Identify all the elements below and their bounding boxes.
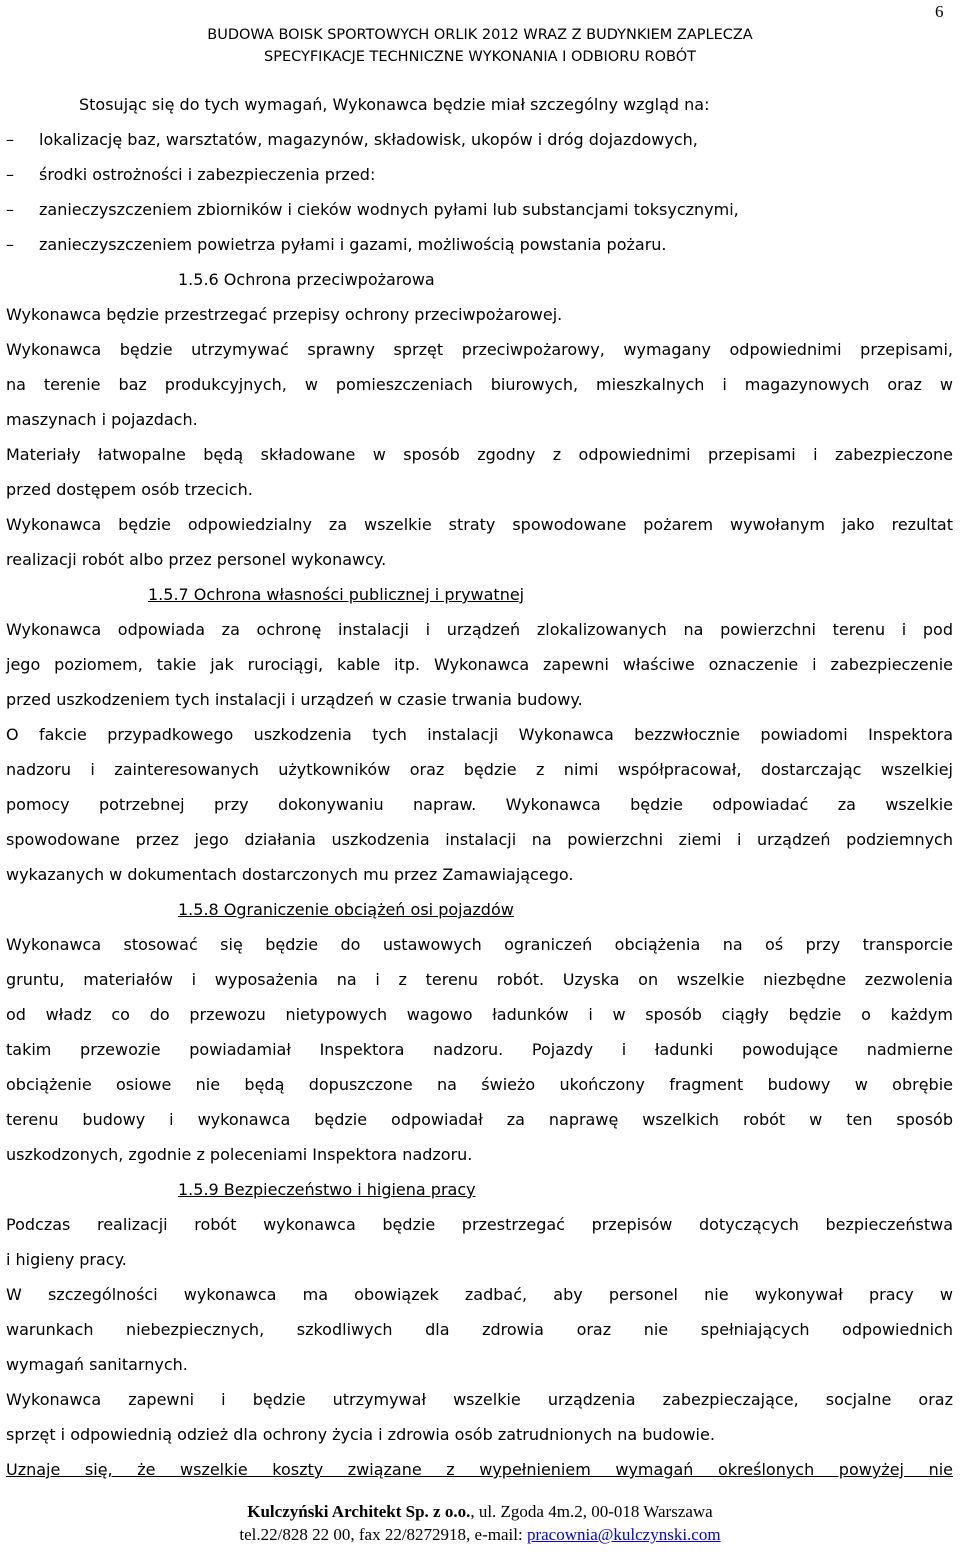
dash-bullet-icon: – — [6, 130, 14, 149]
body-line: Podczas realizacji robót wykonawca będzie przestrzegać przepisów dotyczących bezpieczeństwa — [6, 1215, 953, 1234]
body-line: jego poziomem, takie jak rurociągi, kable itp. Wykonawca zapewni właściwe oznaczenie i zabezpieczenie — [6, 655, 953, 674]
body-line: Wykonawca zapewni i będzie utrzymywał wszelkie urządzenia zabezpieczające, socjalne oraz — [6, 1390, 953, 1409]
body-line: terenu budowy i wykonawca będzie odpowiadał za naprawę wszelkich robót w ten sposób — [6, 1110, 953, 1129]
body-line: takim przewozie powiadamiał Inspektora nadzoru. Pojazdy i ładunki powodujące nadmierne — [6, 1040, 953, 1059]
body-line: przed dostępem osób trzecich. — [6, 480, 253, 499]
body-line: pomocy potrzebnej przy dokonywaniu napraw. Wykonawca będzie odpowiadać za wszelkie — [6, 795, 953, 814]
bullet-text: środki ostrożności i zabezpieczenia przed: — [39, 165, 376, 184]
footer-address-line — [0, 1500, 960, 1523]
header-project-title: BUDOWA BOISK SPORTOWYCH ORLIK 2012 WRAZ Z BUDYNKIEM ZAPLECZA — [207, 27, 753, 43]
body-line: maszynach i pojazdach. — [6, 410, 198, 429]
body-line: Wykonawca stosować się będzie do ustawowych ograniczeń obciążenia na oś przy transporcie — [6, 935, 953, 954]
footer-address: , ul. Zgoda 4m.2, 00-018 Warszawa — [470, 1502, 713, 1521]
body-line: sprzęt i odpowiednią odzież dla ochrony życia i zdrowia osób zatrudnionych na budowie. — [6, 1425, 715, 1444]
body-line: na terenie baz produkcyjnych, w pomieszczeniach biurowych, mieszkalnych i magazynowych oraz w — [6, 375, 953, 394]
body-line: Wykonawca będzie odpowiedzialny za wszelkie straty spowodowane pożarem wywołanym jako rezultat — [6, 515, 953, 534]
body-line: W szczególności wykonawca ma obowiązek zadbać, aby personel nie wykonywał pracy w — [6, 1285, 953, 1304]
section-heading-axle-load-limits: 1.5.8 Ograniczenie obciążeń osi pojazdów — [178, 900, 514, 919]
section-heading-fire-protection: 1.5.6 Ochrona przeciwpożarowa — [178, 270, 435, 289]
intro-paragraph: Stosując się do tych wymagań, Wykonawca będzie miał szczególny wzgląd na: — [79, 95, 710, 114]
body-line: obciążenie osiowe nie będą dopuszczone na świeżo ukończony fragment budowy w obrębie — [6, 1075, 953, 1094]
body-line: gruntu, materiałów i wyposażenia na i z terenu robót. Uzyska on wszelkie niezbędne zezwolenia — [6, 970, 953, 989]
body-line: Wykonawca będzie przestrzegać przepisy ochrony przeciwpożarowej. — [6, 305, 563, 324]
document-header — [0, 24, 960, 68]
body-line: Wykonawca odpowiada za ochronę instalacji i urządzeń zlokalizowanych na powierzchni terenu i pod — [6, 620, 953, 639]
body-line: nadzoru i zainteresowanych użytkowników oraz będzie z nimi współpracował, dostarczając wszelkiej — [6, 760, 953, 779]
footer-firm-name: Kulczyński Architekt Sp. z o.o. — [247, 1502, 471, 1521]
footer-contact-line — [0, 1523, 960, 1546]
body-line: Wykonawca będzie utrzymywać sprawny sprzęt przeciwpożarowy, wymagany odpowiednimi przepisami, — [6, 340, 953, 359]
body-line: przed uszkodzeniem tych instalacji i urządzeń w czasie trwania budowy. — [6, 690, 583, 709]
section-heading-health-and-safety: 1.5.9 Bezpieczeństwo i higiena pracy — [178, 1180, 476, 1199]
body-line: warunkach niebezpiecznych, szkodliwych dla zdrowia oraz nie spełniających odpowiednich — [6, 1320, 953, 1339]
body-line: spowodowane przez jego działania uszkodzenia instalacji na powierzchni ziemi i urządzeń podziemnych — [6, 830, 953, 849]
bullet-item — [6, 227, 953, 262]
dash-bullet-icon: – — [6, 165, 14, 184]
footer-email-link[interactable]: pracownia@kulczynski.com — [526, 1525, 721, 1544]
document-footer — [0, 1500, 960, 1546]
body-line-underlined: Uznaje się, że wszelkie koszty związane z wypełnieniem wymagań określonych powyżej nie — [6, 1460, 953, 1479]
body-line: O fakcie przypadkowego uszkodzenia tych instalacji Wykonawca bezzwłocznie powiadomi Inspektora — [6, 725, 953, 744]
bullet-text: lokalizację baz, warsztatów, magazynów, składowisk, ukopów i dróg dojazdowych, — [39, 130, 698, 149]
document-body — [6, 87, 953, 1487]
bullet-text: zanieczyszczeniem powietrza pyłami i gazami, możliwością powstania pożaru. — [39, 235, 667, 254]
body-line: i higieny pracy. — [6, 1250, 127, 1269]
body-line: Materiały łatwopalne będą składowane w sposób zgodny z odpowiednimi przepisami i zabezpieczone — [6, 445, 953, 464]
bullet-item — [6, 192, 953, 227]
body-line: wykazanych w dokumentach dostarczonych mu przez Zamawiającego. — [6, 865, 574, 884]
footer-contact: tel.22/828 22 00, fax 22/8272918, e-mail: — [239, 1525, 527, 1544]
body-line: od władz co do przewozu nietypowych wagowo ładunków i w sposób ciągły będzie o każdym — [6, 1005, 953, 1024]
page-number: 6 — [935, 2, 944, 21]
bullet-text: zanieczyszczeniem zbiorników i cieków wodnych pyłami lub substancjami toksycznymi, — [39, 200, 739, 219]
body-line: realizacji robót albo przez personel wykonawcy. — [6, 550, 387, 569]
dash-bullet-icon: – — [6, 200, 14, 219]
body-line: uszkodzonych, zgodnie z poleceniami Inspektora nadzoru. — [6, 1145, 473, 1164]
section-heading-property-protection: 1.5.7 Ochrona własności publicznej i prywatnej — [148, 585, 525, 604]
body-line: wymagań sanitarnych. — [6, 1355, 188, 1374]
bullet-item — [6, 157, 953, 192]
dash-bullet-icon: – — [6, 235, 14, 254]
bullet-item — [6, 122, 953, 157]
header-spec-title: SPECYFIKACJE TECHNICZNE WYKONANIA I ODBIORU ROBÓT — [264, 49, 696, 65]
